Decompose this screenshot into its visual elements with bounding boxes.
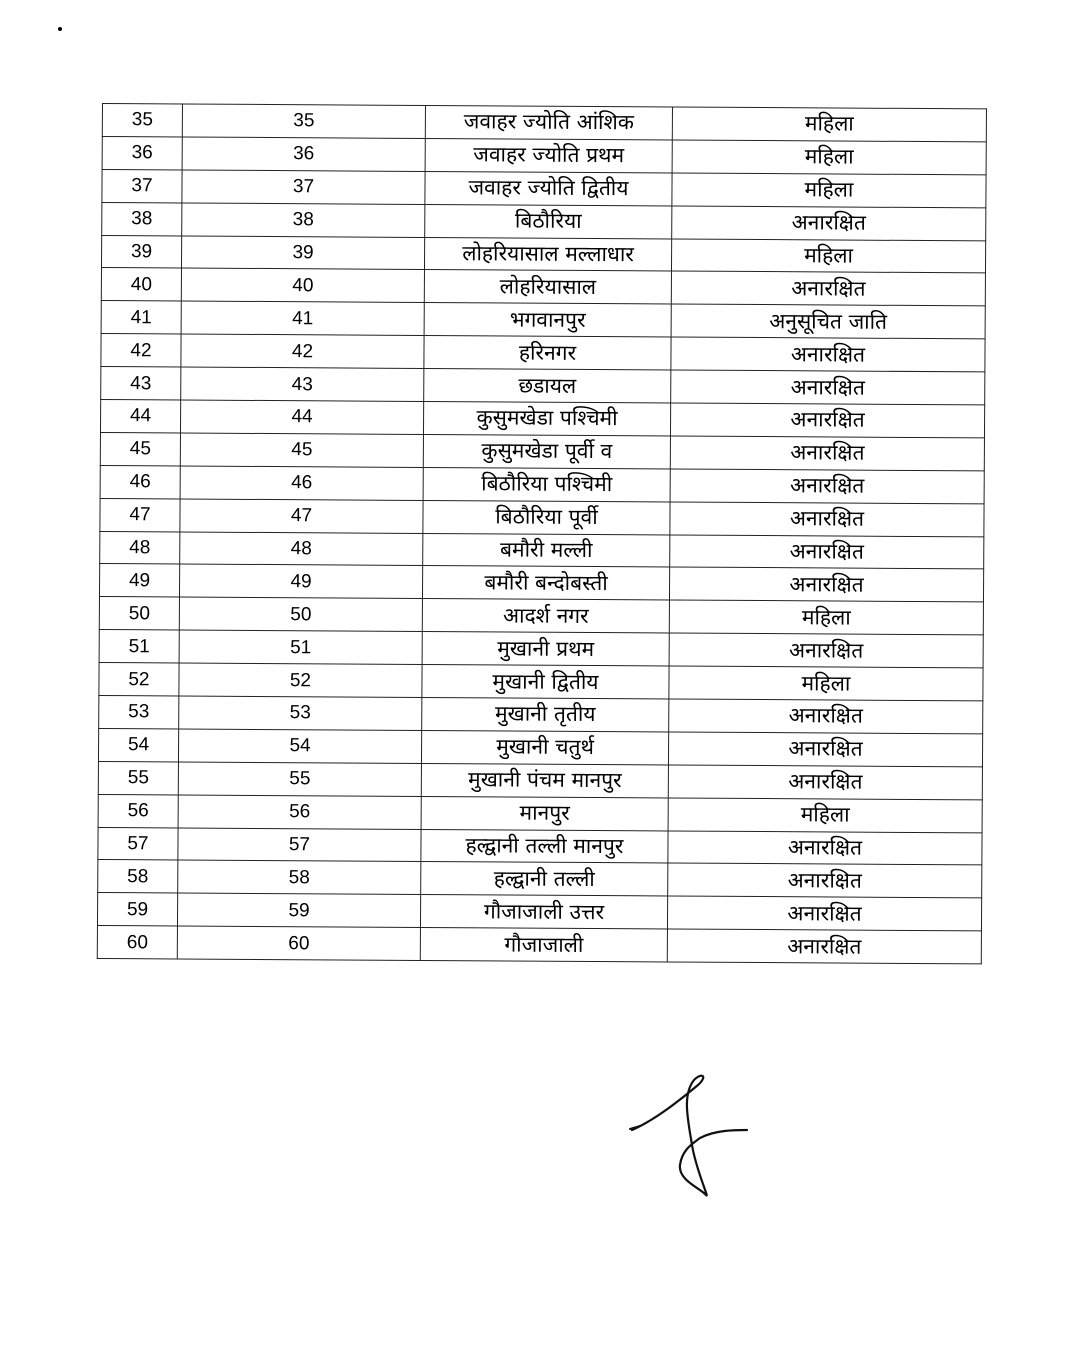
ward-number-cell: 50 — [179, 597, 422, 631]
serial-number-cell: 58 — [98, 860, 178, 893]
serial-number-cell: 36 — [102, 136, 182, 169]
ward-number-cell: 59 — [177, 893, 420, 927]
ward-number-cell: 45 — [180, 433, 423, 467]
serial-number-cell: 41 — [101, 301, 181, 334]
reservation-category-cell: अनारक्षित — [668, 732, 982, 767]
ward-name-cell: कुसुमखेडा पूर्वी व — [423, 434, 670, 468]
table-row — [98, 728, 982, 766]
ward-number-cell: 40 — [181, 268, 424, 302]
table-row — [101, 268, 985, 306]
ward-name-cell: कुसुमखेडा पश्चिमी — [423, 401, 670, 435]
ward-number-cell: 54 — [178, 729, 421, 763]
reservation-category-cell: अनारक्षित — [672, 206, 986, 241]
serial-number-cell: 38 — [102, 202, 182, 235]
table-row — [100, 432, 984, 470]
ward-number-cell: 57 — [178, 828, 421, 862]
table-row — [100, 400, 984, 438]
ward-name-cell: मुखानी पंचम मानपुर — [421, 763, 668, 797]
ward-number-cell: 51 — [179, 630, 422, 664]
ward-number-cell: 56 — [178, 795, 421, 829]
ward-number-cell: 48 — [180, 532, 423, 566]
ward-name-cell: मुखानी प्रथम — [422, 632, 669, 666]
table-row — [102, 202, 986, 240]
reservation-category-cell: अनुसूचित जाति — [671, 304, 985, 339]
ward-name-cell: आदर्श नगर — [422, 599, 669, 633]
ward-name-cell: बिठौरिया — [425, 204, 672, 238]
ward-number-cell: 37 — [182, 170, 425, 204]
reservation-category-cell: अनारक्षित — [671, 337, 985, 372]
serial-number-cell: 45 — [100, 432, 180, 465]
table-row — [99, 630, 983, 668]
ward-name-cell: छडायल — [424, 369, 671, 403]
serial-number-cell: 46 — [100, 465, 180, 498]
ward-name-cell: जवाहर ज्योति आंशिक — [425, 105, 672, 139]
serial-number-cell: 53 — [99, 696, 179, 729]
ward-reservation-table — [97, 103, 987, 965]
reservation-category-cell: अनारक्षित — [670, 403, 984, 438]
ward-name-cell: गौजाजाली उत्तर — [420, 895, 667, 929]
ward-number-cell: 52 — [179, 663, 422, 697]
table-row — [98, 827, 982, 865]
reservation-category-cell: महिला — [669, 666, 983, 701]
table-row — [101, 367, 985, 405]
serial-number-cell: 49 — [99, 564, 179, 597]
table-row — [102, 136, 986, 174]
ward-number-cell: 53 — [179, 696, 422, 730]
table-row — [99, 663, 983, 701]
ward-name-cell: बमौरी मल्ली — [423, 533, 670, 567]
reservation-category-cell: अनारक्षित — [670, 436, 984, 471]
reservation-category-cell: अनारक्षित — [668, 765, 982, 800]
reservation-category-cell: महिला — [669, 600, 983, 635]
serial-number-cell: 55 — [98, 761, 178, 794]
serial-number-cell: 52 — [99, 663, 179, 696]
table-row — [100, 498, 984, 536]
ward-number-cell: 38 — [182, 203, 425, 237]
ward-number-cell: 44 — [180, 400, 423, 434]
reservation-category-cell: अनारक्षित — [670, 535, 984, 570]
ward-number-cell: 36 — [182, 137, 425, 171]
ward-name-cell: जवाहर ज्योति प्रथम — [425, 138, 672, 172]
ward-number-cell: 46 — [180, 466, 423, 500]
ward-number-cell: 42 — [181, 334, 424, 368]
table-row — [100, 465, 984, 503]
serial-number-cell: 42 — [101, 334, 181, 367]
ward-number-cell: 55 — [178, 762, 421, 796]
serial-number-cell: 37 — [102, 169, 182, 202]
ward-name-cell: बिठौरिया पश्चिमी — [423, 467, 670, 501]
serial-number-cell: 60 — [97, 926, 177, 959]
reservation-category-cell: अनारक्षित — [670, 502, 984, 537]
serial-number-cell: 40 — [101, 268, 181, 301]
table-row — [99, 564, 983, 602]
reservation-category-cell: अनारक्षित — [671, 370, 985, 405]
serial-number-cell: 51 — [99, 630, 179, 663]
table-row — [98, 761, 982, 799]
reservation-category-cell: अनारक्षित — [669, 699, 983, 734]
table-row — [98, 860, 982, 898]
table-row — [97, 926, 981, 964]
ward-number-cell: 39 — [181, 236, 424, 270]
ward-number-cell: 60 — [177, 926, 420, 960]
table-row — [101, 334, 985, 372]
reservation-category-cell: अनारक्षित — [668, 863, 982, 898]
reservation-category-cell: अनारक्षित — [669, 567, 983, 602]
ward-name-cell: बमौरी बन्दोबस्ती — [422, 566, 669, 600]
ward-name-cell: हल्द्वानी तल्ली मानपुर — [421, 829, 668, 863]
reservation-category-cell: अनारक्षित — [669, 633, 983, 668]
ward-name-cell: बिठौरिया पूर्वी — [423, 500, 670, 534]
reservation-category-cell: अनारक्षित — [667, 929, 981, 964]
table-row — [100, 531, 984, 569]
serial-number-cell: 57 — [98, 827, 178, 860]
ward-number-cell: 58 — [178, 860, 421, 894]
serial-number-cell: 35 — [102, 104, 182, 137]
serial-number-cell: 43 — [101, 367, 181, 400]
ward-number-cell: 47 — [180, 499, 423, 533]
ward-name-cell: मुखानी तृतीय — [422, 697, 669, 731]
serial-number-cell: 44 — [100, 400, 180, 433]
ward-number-cell: 35 — [182, 104, 425, 138]
ward-number-cell: 41 — [181, 301, 424, 335]
ward-name-cell: लोहरियासाल मल्लाधार — [424, 237, 671, 271]
table-row — [98, 794, 982, 832]
serial-number-cell: 39 — [101, 235, 181, 268]
reservation-category-cell: महिला — [672, 107, 986, 142]
serial-number-cell: 59 — [97, 893, 177, 926]
ward-name-cell: लोहरियासाल — [424, 270, 671, 304]
reservation-category-cell: महिला — [668, 798, 982, 833]
ward-name-cell: भगवानपुर — [424, 303, 671, 337]
table-body — [97, 104, 986, 965]
reservation-category-cell: अनारक्षित — [667, 896, 981, 931]
reservation-category-cell: अनारक्षित — [670, 469, 984, 504]
reservation-category-cell: महिला — [671, 239, 985, 274]
ward-name-cell: हरिनगर — [424, 336, 671, 370]
table-row — [101, 301, 985, 339]
table-row — [101, 235, 985, 273]
ward-reservation-table-wrapper — [97, 103, 986, 965]
ward-name-cell: गौजाजाली — [420, 928, 667, 962]
serial-number-cell: 54 — [98, 728, 178, 761]
ward-name-cell: मुखानी द्वितीय — [422, 665, 669, 699]
ward-name-cell: मुखानी चतुर्थ — [421, 730, 668, 764]
table-row — [99, 696, 983, 734]
serial-number-cell: 56 — [98, 794, 178, 827]
ward-name-cell: हल्द्वानी तल्ली — [421, 862, 668, 896]
serial-number-cell: 47 — [100, 498, 180, 531]
reservation-category-cell: अनारक्षित — [671, 271, 985, 306]
ward-number-cell: 49 — [179, 564, 422, 598]
reservation-category-cell: महिला — [672, 140, 986, 175]
table-row — [99, 597, 983, 635]
serial-number-cell: 50 — [99, 597, 179, 630]
signature-mark — [620, 1060, 760, 1210]
serial-number-cell: 48 — [100, 531, 180, 564]
ward-name-cell: जवाहर ज्योति द्वितीय — [425, 171, 672, 205]
reservation-category-cell: महिला — [672, 173, 986, 208]
reservation-category-cell: अनारक्षित — [668, 831, 982, 866]
page-mark-dot — [58, 27, 62, 31]
table-row — [97, 893, 981, 931]
ward-name-cell: मानपुर — [421, 796, 668, 830]
table-row — [102, 169, 986, 207]
ward-number-cell: 43 — [181, 367, 424, 401]
table-row — [102, 104, 986, 142]
